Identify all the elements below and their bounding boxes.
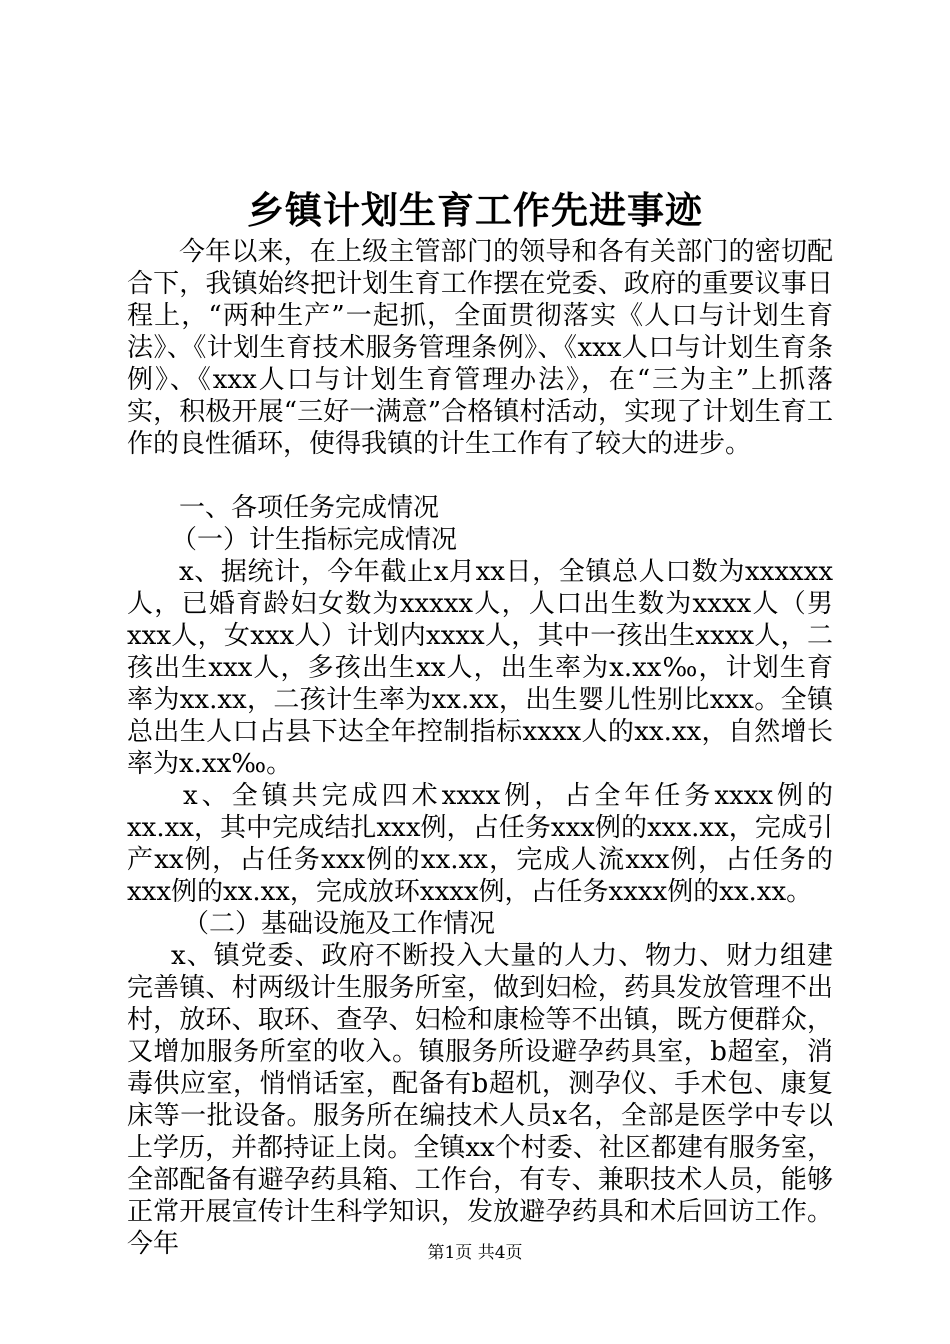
intro-paragraph: 今年以来，在上级主管部门的领导和各有关部门的密切配合下，我镇始终把计划生育工作摆在党委、政府的重要议事日程上，“两种生产”一起抓，全面贯彻落实《人口与计划生育法》、《计划生育技术服务管理条例》、《xxx人口与计划生育条例》、《xxx人口与计划生育管理办法》，在“三为主”上抓落实，积极开展“三好一满意”合格镇村活动，实现了计划生育工作的良性循环，使得我镇的计生工作有了较大的进步。 bbox=[127, 237, 833, 459]
subsection-heading: （二）基础设施及工作情况 bbox=[183, 909, 496, 939]
body-paragraph: x、全镇共完成四术xxxx例，占全年任务xxxx例的xx.xx，其中完成结扎xxx例，占任务xxx例的xxx.xx，完成引产xx例，占任务xxx例的xx.xx，完成人流xxx例，占任务的xxx例的xx.xx，完成放环xxxx例，占任务xxxx例的xx.xx。 bbox=[127, 781, 833, 907]
section-heading: 一、各项任务完成情况 bbox=[179, 493, 440, 523]
body-paragraph: x、镇党委、政府不断投入大量的人力、物力、财力组建完善镇、村两级计生服务所室，做到妇检，药具发放管理不出村，放环、取环、查孕、妇检和康检等不出镇，既方便群众，又增加服务所室的收入。镇服务所设避孕药具室，b超室，消毒供应室，悄悄话室，配备有b超机，测孕仪、手术包、康复床等一批设备。服务所在编技术人员x名，全部是医学中专以上学历，并都持证上岗。全镇xx个村委、社区都建有服务室，全部配备有避孕药具箱、工作台，有专、兼职技术人员，能够正常开展宣传计生科学知识，发放避孕药具和术后回访工作。今年 bbox=[127, 941, 833, 1259]
document-title: 乡镇计划生育工作先进事迹 bbox=[247, 188, 703, 232]
document-body bbox=[127, 236, 833, 1260]
subsection-heading: （一）计生指标完成情况 bbox=[171, 525, 458, 555]
page-footer: 第1页 共4页 bbox=[427, 1243, 523, 1263]
body-paragraph: x、据统计，今年截止x月xx日，全镇总人口数为xxxxxx人，已婚育龄妇女数为xxxxx人，人口出生数为xxxx人（男xxx人，女xxx人）计划内xxxx人，其中一孩出生xxxx人，二孩出生xxx人，多孩出生xx人，出生率为x.xx‰，计划生育率为xx.xx，二孩计生率为xx.xx，出生婴儿性别比xxx。全镇总出生人口占县下达全年控制指标xxxx人的xx.xx，自然增长率为x.xx‰。 bbox=[127, 557, 833, 779]
